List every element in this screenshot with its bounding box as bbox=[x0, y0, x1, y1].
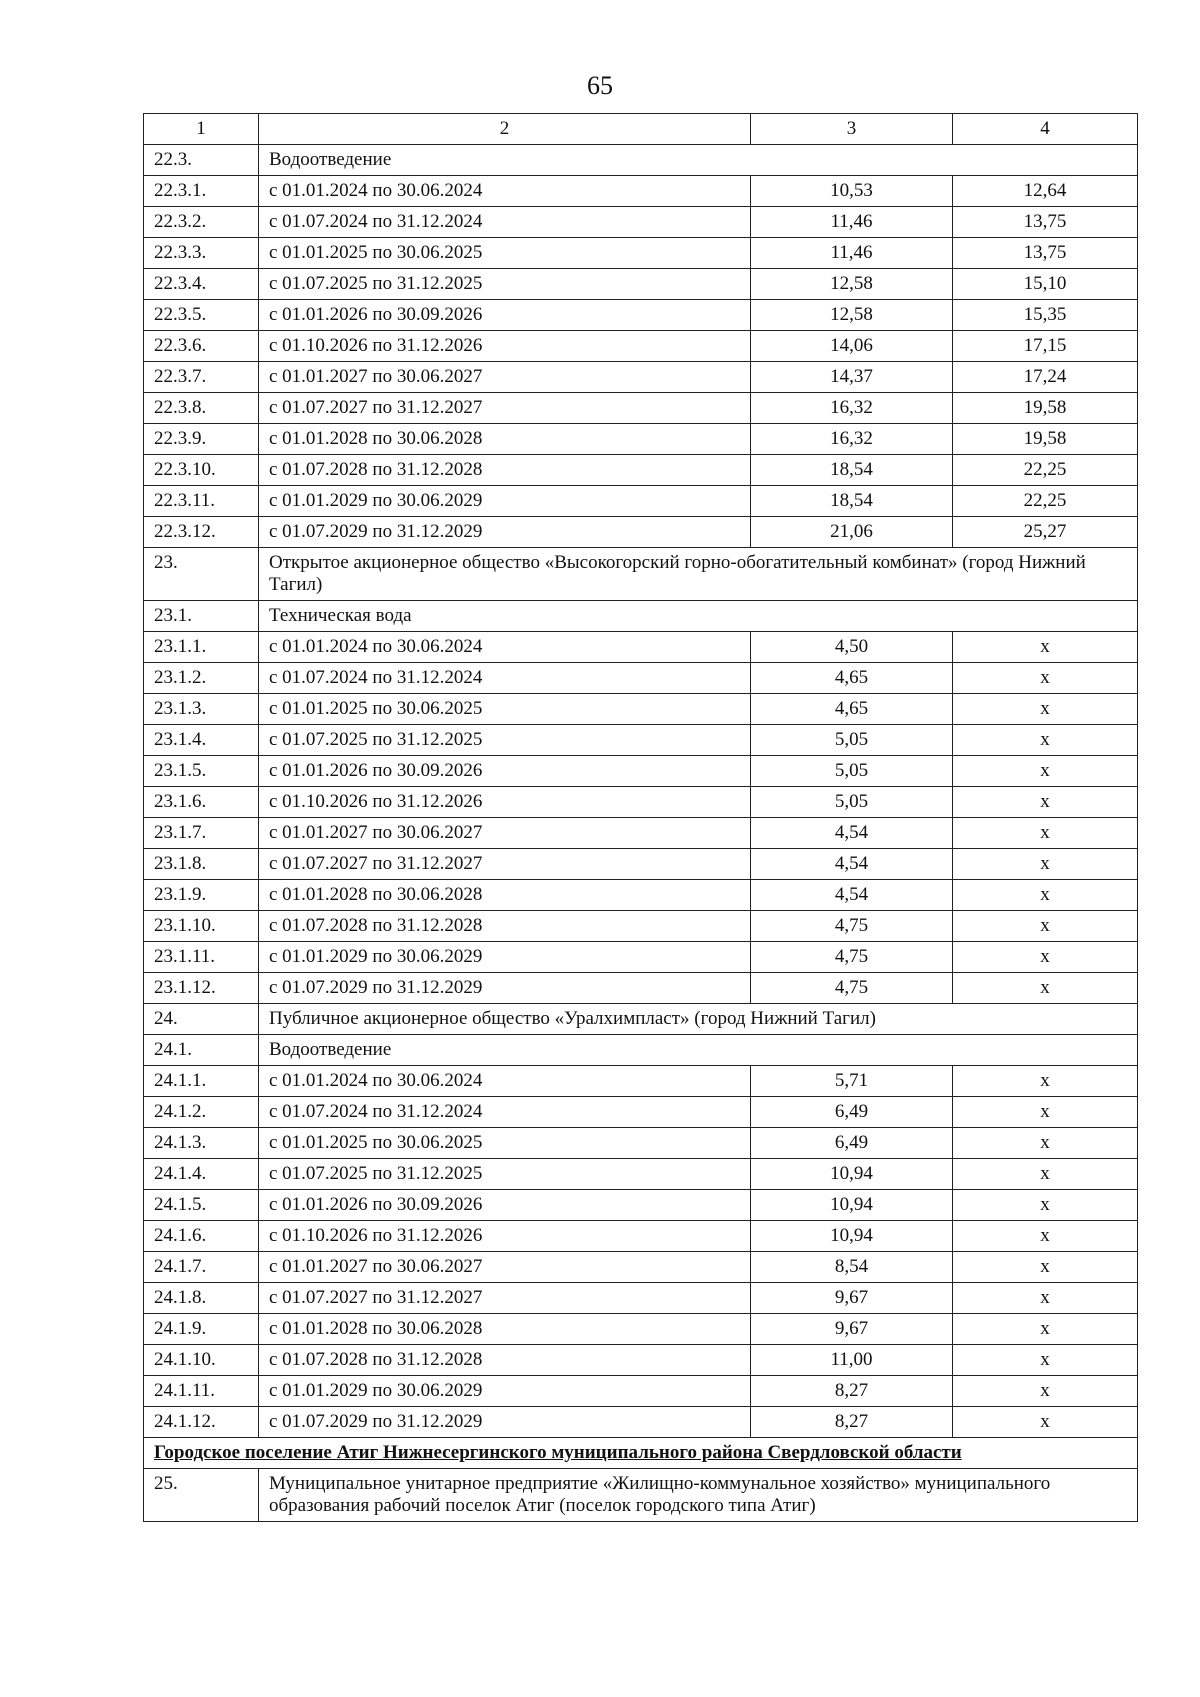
row-value-col3: 4,54 bbox=[751, 880, 953, 911]
organization-name: Публичное акционерное общество «Уралхимпласт» (город Нижний Тагил) bbox=[259, 1004, 1138, 1035]
row-number: 24.1.11. bbox=[144, 1376, 259, 1407]
row-period: с 01.01.2024 по 30.06.2024 bbox=[259, 1066, 751, 1097]
table-row bbox=[144, 942, 1138, 973]
row-value-col4: 15,35 bbox=[953, 300, 1138, 331]
row-value-col4: х bbox=[953, 756, 1138, 787]
table-row bbox=[144, 756, 1138, 787]
row-number: 23.1.2. bbox=[144, 663, 259, 694]
group-row bbox=[144, 1035, 1138, 1066]
table-row bbox=[144, 1407, 1138, 1438]
table-row bbox=[144, 300, 1138, 331]
row-number: 24.1.10. bbox=[144, 1345, 259, 1376]
table-row bbox=[144, 486, 1138, 517]
row-period: с 01.07.2027 по 31.12.2027 bbox=[259, 849, 751, 880]
row-value-col3: 4,54 bbox=[751, 818, 953, 849]
row-value-col4: х bbox=[953, 787, 1138, 818]
row-value-col3: 9,67 bbox=[751, 1314, 953, 1345]
row-period: с 01.10.2026 по 31.12.2026 bbox=[259, 331, 751, 362]
page-number: 65 bbox=[587, 71, 613, 100]
header-cell-1: 1 bbox=[144, 114, 259, 145]
row-period: с 01.07.2025 по 31.12.2025 bbox=[259, 269, 751, 300]
row-value-col3: 5,05 bbox=[751, 787, 953, 818]
table-row bbox=[144, 362, 1138, 393]
group-row bbox=[144, 145, 1138, 176]
row-number: 24.1.8. bbox=[144, 1283, 259, 1314]
row-value-col3: 21,06 bbox=[751, 517, 953, 548]
table-row bbox=[144, 1066, 1138, 1097]
row-value-col4: 19,58 bbox=[953, 393, 1138, 424]
row-number: 23.1.1. bbox=[144, 632, 259, 663]
row-value-col3: 10,53 bbox=[751, 176, 953, 207]
row-value-col3: 11,46 bbox=[751, 238, 953, 269]
row-number: 22.3.10. bbox=[144, 455, 259, 486]
table-row bbox=[144, 849, 1138, 880]
row-number: 24. bbox=[144, 1004, 259, 1035]
row-value-col4: х bbox=[953, 1221, 1138, 1252]
row-number: 24.1.1. bbox=[144, 1066, 259, 1097]
row-period: с 01.01.2025 по 30.06.2025 bbox=[259, 694, 751, 725]
row-number: 24.1.3. bbox=[144, 1128, 259, 1159]
row-value-col3: 6,49 bbox=[751, 1128, 953, 1159]
row-value-col3: 4,65 bbox=[751, 694, 953, 725]
section-title: Городское поселение Атиг Нижнесергинского муниципального района Свердловской области bbox=[144, 1438, 1138, 1469]
table-row bbox=[144, 1097, 1138, 1128]
row-value-col4: 12,64 bbox=[953, 176, 1138, 207]
row-value-col3: 8,27 bbox=[751, 1376, 953, 1407]
row-value-col3: 16,32 bbox=[751, 424, 953, 455]
table-row bbox=[144, 331, 1138, 362]
row-value-col3: 8,27 bbox=[751, 1407, 953, 1438]
table-row bbox=[144, 1221, 1138, 1252]
row-value-col3: 5,05 bbox=[751, 756, 953, 787]
row-number: 23.1.4. bbox=[144, 725, 259, 756]
table-row bbox=[144, 1252, 1138, 1283]
table-row bbox=[144, 694, 1138, 725]
row-value-col4: 13,75 bbox=[953, 207, 1138, 238]
row-period: с 01.01.2029 по 30.06.2029 bbox=[259, 486, 751, 517]
section-row bbox=[144, 1438, 1138, 1469]
row-value-col4: х bbox=[953, 1376, 1138, 1407]
row-value-col3: 4,75 bbox=[751, 973, 953, 1004]
row-period: с 01.07.2029 по 31.12.2029 bbox=[259, 517, 751, 548]
row-number: 23.1.11. bbox=[144, 942, 259, 973]
row-value-col3: 12,58 bbox=[751, 269, 953, 300]
row-number: 23.1.3. bbox=[144, 694, 259, 725]
row-period: с 01.01.2025 по 30.06.2025 bbox=[259, 1128, 751, 1159]
row-value-col3: 10,94 bbox=[751, 1159, 953, 1190]
organization-row bbox=[144, 548, 1138, 601]
row-value-col4: 19,58 bbox=[953, 424, 1138, 455]
table-row bbox=[144, 424, 1138, 455]
row-value-col4: х bbox=[953, 1345, 1138, 1376]
organization-name: Открытое акционерное общество «Высокогорский горно-обогатительный комбинат» (город Нижний Тагил) bbox=[259, 548, 1138, 601]
table-row bbox=[144, 725, 1138, 756]
row-value-col3: 4,65 bbox=[751, 663, 953, 694]
header-cell-2: 2 bbox=[259, 114, 751, 145]
table-row bbox=[144, 238, 1138, 269]
group-title: Водоотведение bbox=[259, 1035, 1138, 1066]
group-title: Водоотведение bbox=[259, 145, 1138, 176]
row-value-col4: х bbox=[953, 1190, 1138, 1221]
row-period: с 01.07.2025 по 31.12.2025 bbox=[259, 725, 751, 756]
row-number: 24.1.7. bbox=[144, 1252, 259, 1283]
row-period: с 01.07.2024 по 31.12.2024 bbox=[259, 1097, 751, 1128]
row-value-col4: 22,25 bbox=[953, 486, 1138, 517]
row-period: с 01.10.2026 по 31.12.2026 bbox=[259, 787, 751, 818]
table-row bbox=[144, 1283, 1138, 1314]
row-number: 24.1. bbox=[144, 1035, 259, 1066]
row-number: 22.3.6. bbox=[144, 331, 259, 362]
row-value-col4: х bbox=[953, 973, 1138, 1004]
row-value-col4: х bbox=[953, 1066, 1138, 1097]
row-period: с 01.07.2028 по 31.12.2028 bbox=[259, 911, 751, 942]
organization-row bbox=[144, 1004, 1138, 1035]
row-value-col4: х bbox=[953, 632, 1138, 663]
row-value-col4: х bbox=[953, 880, 1138, 911]
row-period: с 01.01.2025 по 30.06.2025 bbox=[259, 238, 751, 269]
table-row bbox=[144, 1159, 1138, 1190]
row-number: 22.3.11. bbox=[144, 486, 259, 517]
row-number: 24.1.6. bbox=[144, 1221, 259, 1252]
table-row bbox=[144, 1376, 1138, 1407]
tariff-table bbox=[143, 113, 1138, 1522]
header-cell-4: 4 bbox=[953, 114, 1138, 145]
row-value-col3: 10,94 bbox=[751, 1190, 953, 1221]
row-value-col3: 4,75 bbox=[751, 911, 953, 942]
group-title: Техническая вода bbox=[259, 601, 1138, 632]
row-value-col3: 4,50 bbox=[751, 632, 953, 663]
row-period: с 01.01.2024 по 30.06.2024 bbox=[259, 632, 751, 663]
row-period: с 01.10.2026 по 31.12.2026 bbox=[259, 1221, 751, 1252]
row-period: с 01.01.2026 по 30.09.2026 bbox=[259, 1190, 751, 1221]
row-value-col4: х bbox=[953, 1159, 1138, 1190]
row-value-col4: х bbox=[953, 911, 1138, 942]
row-period: с 01.01.2029 по 30.06.2029 bbox=[259, 942, 751, 973]
organization-name: Муниципальное унитарное предприятие «Жилищно-коммунальное хозяйство» муниципального образования рабочий поселок Атиг (поселок городского типа Атиг) bbox=[259, 1469, 1138, 1522]
row-value-col4: х bbox=[953, 1407, 1138, 1438]
row-period: с 01.01.2027 по 30.06.2027 bbox=[259, 362, 751, 393]
row-value-col3: 5,05 bbox=[751, 725, 953, 756]
row-value-col4: 22,25 bbox=[953, 455, 1138, 486]
table-row bbox=[144, 269, 1138, 300]
row-number: 23.1.5. bbox=[144, 756, 259, 787]
row-number: 22.3.12. bbox=[144, 517, 259, 548]
row-value-col3: 4,75 bbox=[751, 942, 953, 973]
row-period: с 01.01.2028 по 30.06.2028 bbox=[259, 424, 751, 455]
row-number: 22.3.9. bbox=[144, 424, 259, 455]
table-row bbox=[144, 207, 1138, 238]
row-number: 24.1.9. bbox=[144, 1314, 259, 1345]
row-number: 22.3.1. bbox=[144, 176, 259, 207]
row-value-col3: 12,58 bbox=[751, 300, 953, 331]
row-value-col3: 18,54 bbox=[751, 455, 953, 486]
row-value-col4: х bbox=[953, 663, 1138, 694]
row-value-col4: 13,75 bbox=[953, 238, 1138, 269]
row-period: с 01.07.2027 по 31.12.2027 bbox=[259, 1283, 751, 1314]
row-value-col3: 14,37 bbox=[751, 362, 953, 393]
tariff-table-body bbox=[144, 114, 1138, 1522]
row-number: 22.3.3. bbox=[144, 238, 259, 269]
row-period: с 01.01.2026 по 30.09.2026 bbox=[259, 300, 751, 331]
row-number: 22.3. bbox=[144, 145, 259, 176]
row-period: с 01.07.2028 по 31.12.2028 bbox=[259, 455, 751, 486]
row-period: с 01.07.2027 по 31.12.2027 bbox=[259, 393, 751, 424]
row-period: с 01.01.2027 по 30.06.2027 bbox=[259, 818, 751, 849]
row-number: 24.1.4. bbox=[144, 1159, 259, 1190]
row-number: 23.1.6. bbox=[144, 787, 259, 818]
row-number: 24.1.12. bbox=[144, 1407, 259, 1438]
row-period: с 01.01.2028 по 30.06.2028 bbox=[259, 1314, 751, 1345]
row-value-col4: 17,15 bbox=[953, 331, 1138, 362]
table-row bbox=[144, 818, 1138, 849]
row-value-col4: х bbox=[953, 1252, 1138, 1283]
row-period: с 01.01.2027 по 30.06.2027 bbox=[259, 1252, 751, 1283]
row-period: с 01.07.2029 по 31.12.2029 bbox=[259, 973, 751, 1004]
row-value-col3: 18,54 bbox=[751, 486, 953, 517]
row-period: с 01.07.2029 по 31.12.2029 bbox=[259, 1407, 751, 1438]
row-number: 24.1.2. bbox=[144, 1097, 259, 1128]
row-value-col4: х bbox=[953, 1128, 1138, 1159]
table-row bbox=[144, 911, 1138, 942]
row-number: 22.3.7. bbox=[144, 362, 259, 393]
table-row bbox=[144, 787, 1138, 818]
row-number: 23.1.8. bbox=[144, 849, 259, 880]
table-row bbox=[144, 1314, 1138, 1345]
row-value-col3: 16,32 bbox=[751, 393, 953, 424]
table-row bbox=[144, 1128, 1138, 1159]
table-row bbox=[144, 663, 1138, 694]
row-value-col4: х bbox=[953, 849, 1138, 880]
table-header-row bbox=[144, 114, 1138, 145]
row-period: с 01.01.2028 по 30.06.2028 bbox=[259, 880, 751, 911]
row-period: с 01.07.2028 по 31.12.2028 bbox=[259, 1345, 751, 1376]
table-row bbox=[144, 1190, 1138, 1221]
row-number: 23. bbox=[144, 548, 259, 601]
row-value-col3: 11,00 bbox=[751, 1345, 953, 1376]
row-number: 22.3.2. bbox=[144, 207, 259, 238]
table-row bbox=[144, 1345, 1138, 1376]
row-number: 24.1.5. bbox=[144, 1190, 259, 1221]
row-value-col4: 15,10 bbox=[953, 269, 1138, 300]
row-value-col3: 5,71 bbox=[751, 1066, 953, 1097]
row-value-col4: х bbox=[953, 1283, 1138, 1314]
row-number: 22.3.5. bbox=[144, 300, 259, 331]
row-value-col4: 25,27 bbox=[953, 517, 1138, 548]
row-number: 23.1.10. bbox=[144, 911, 259, 942]
row-number: 25. bbox=[144, 1469, 259, 1522]
header-cell-3: 3 bbox=[751, 114, 953, 145]
row-value-col4: х bbox=[953, 1314, 1138, 1345]
row-value-col4: х bbox=[953, 694, 1138, 725]
row-value-col3: 9,67 bbox=[751, 1283, 953, 1314]
row-number: 23.1.9. bbox=[144, 880, 259, 911]
row-period: с 01.01.2024 по 30.06.2024 bbox=[259, 176, 751, 207]
row-value-col4: 17,24 bbox=[953, 362, 1138, 393]
row-period: с 01.01.2029 по 30.06.2029 bbox=[259, 1376, 751, 1407]
row-number: 23.1. bbox=[144, 601, 259, 632]
row-period: с 01.07.2024 по 31.12.2024 bbox=[259, 207, 751, 238]
group-row bbox=[144, 601, 1138, 632]
row-value-col4: х bbox=[953, 818, 1138, 849]
table-row bbox=[144, 455, 1138, 486]
table-row bbox=[144, 393, 1138, 424]
organization-row bbox=[144, 1469, 1138, 1522]
table-row bbox=[144, 517, 1138, 548]
row-value-col3: 11,46 bbox=[751, 207, 953, 238]
row-period: с 01.01.2026 по 30.09.2026 bbox=[259, 756, 751, 787]
row-number: 23.1.7. bbox=[144, 818, 259, 849]
row-period: с 01.07.2025 по 31.12.2025 bbox=[259, 1159, 751, 1190]
row-value-col4: х bbox=[953, 942, 1138, 973]
row-number: 23.1.12. bbox=[144, 973, 259, 1004]
table-row bbox=[144, 973, 1138, 1004]
row-value-col3: 14,06 bbox=[751, 331, 953, 362]
row-value-col3: 8,54 bbox=[751, 1252, 953, 1283]
table-row bbox=[144, 880, 1138, 911]
table-row bbox=[144, 176, 1138, 207]
row-value-col4: х bbox=[953, 1097, 1138, 1128]
table-row bbox=[144, 632, 1138, 663]
row-value-col4: х bbox=[953, 725, 1138, 756]
row-value-col3: 6,49 bbox=[751, 1097, 953, 1128]
row-value-col3: 10,94 bbox=[751, 1221, 953, 1252]
row-number: 22.3.4. bbox=[144, 269, 259, 300]
row-value-col3: 4,54 bbox=[751, 849, 953, 880]
row-period: с 01.07.2024 по 31.12.2024 bbox=[259, 663, 751, 694]
row-number: 22.3.8. bbox=[144, 393, 259, 424]
